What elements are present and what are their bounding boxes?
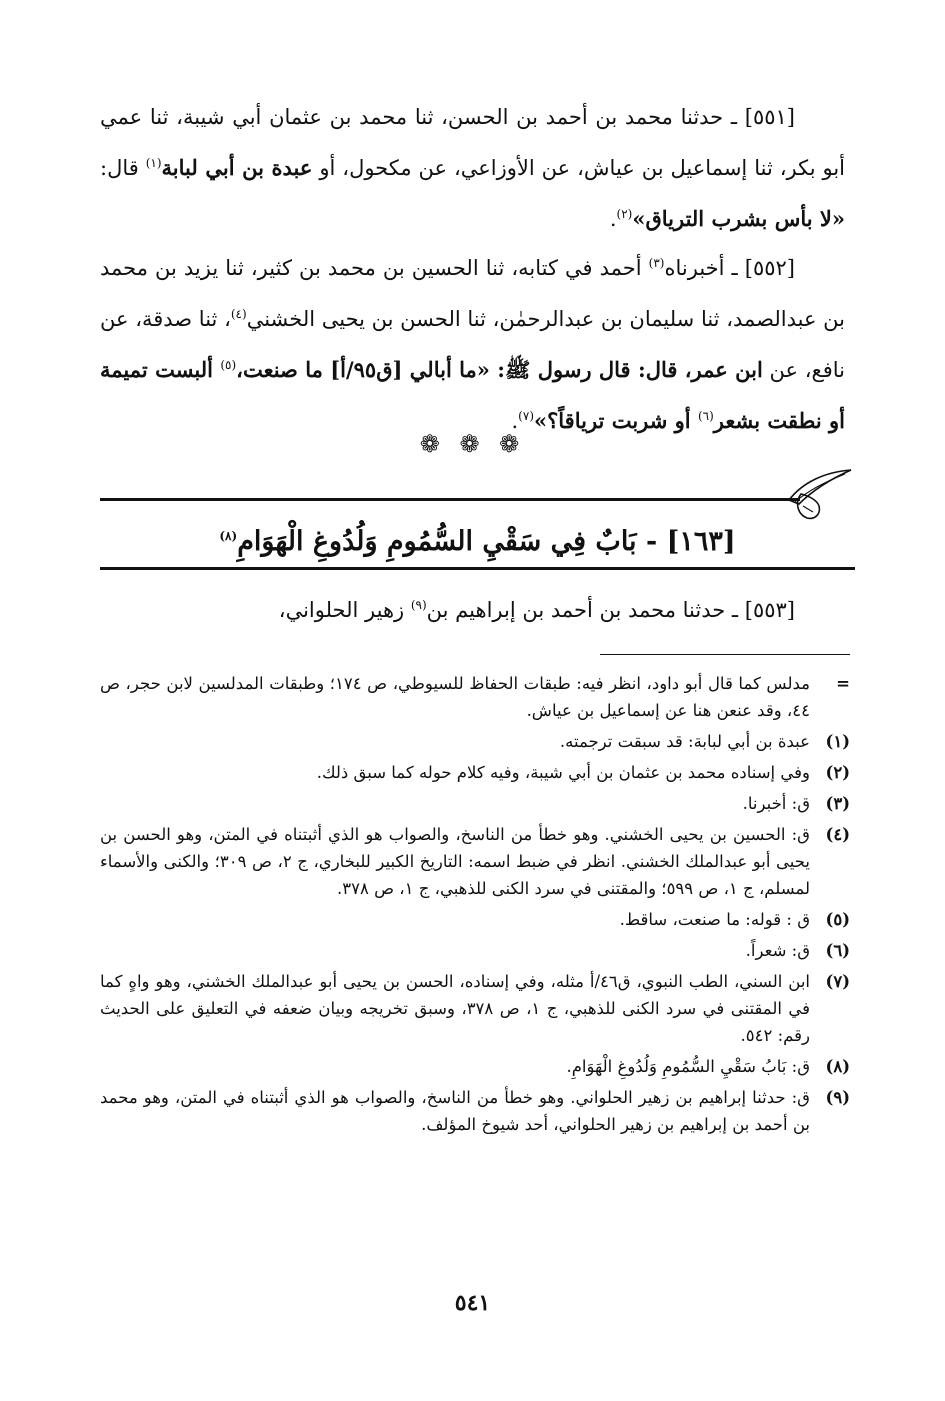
footnote-ref: (٦)	[697, 409, 714, 423]
footnote-ref: (٢)	[616, 207, 633, 221]
hadith-552-paragraph	[100, 240, 845, 444]
footnote-text: ق: الحسين بن يحيى الخشني. وهو خطأ من الناسخ، والصواب هو الذي أثبتناه في المتن، وهو الحسن بن يحيى أبو عبدالملك الخشني. انظر في ضبط اسمه: التاريخ الكبير للبخاري، ج ٢، ص ٣٠٩؛ والكنى والأسماء لمسلم، ج ١، ص ٥٩٩؛ والمقتنى في سرد الكنى للذهبي، ج ١، ص ٣٧٨.	[100, 825, 810, 898]
hadith-number: [٥٥٢]	[744, 256, 795, 280]
hadith-quote: أو شربت ترياقاً؟»	[534, 408, 698, 433]
hadith-551	[100, 94, 845, 242]
section-ornament: ❁ ❁ ❁	[419, 430, 526, 458]
footnote-number: (٤)	[825, 825, 850, 844]
hadith-551-paragraph	[100, 94, 845, 242]
footnote-number: (٥)	[825, 910, 850, 929]
hadith-text: زهير الحلواني،	[278, 598, 411, 622]
footnote	[100, 937, 850, 964]
hadith-text: ـ حدثنا محمد بن أحمد بن إبراهيم بن	[426, 598, 745, 622]
footnote-ref: (٥)	[220, 358, 237, 372]
hadith-quote: ابن عمر، قال: قال رسول ﷺ: «ما أبالي [ق٩٥/أ] ما صنعت،	[236, 357, 763, 382]
footnote-text: ق : قوله: ما صنعت، ساقط.	[619, 910, 810, 929]
footnote-text: عبدة بن أبي لبابة: قد سبقت ترجمته.	[559, 732, 810, 751]
chapter-heading	[100, 508, 855, 570]
footnote-number: (١)	[825, 732, 850, 751]
hadith-text: .	[609, 207, 617, 231]
hadith-text: قال:	[100, 156, 146, 180]
footnote-text: ابن السني، الطب النبوي، ق٤٦/أ مثله، وفي إسناده، الحسن بن يحيى أبو عبدالملك الخشني، وهو واهٍ كما في المقتنى في سرد الكنى للذهبي، ج ١، ص ٣٧٨، وسبق تخريجه وبيان ضعفه في التعليق على الحديث رقم: ٥٤٢.	[100, 972, 811, 1045]
hadith-553-paragraph	[100, 582, 845, 633]
footnote	[100, 906, 850, 933]
footnote	[100, 790, 850, 817]
footnote-divider	[600, 654, 850, 655]
footnote	[100, 728, 850, 755]
footnote-text: ق: أخبرنا.	[742, 794, 810, 813]
hadith-text: ـ أخبرناه	[664, 256, 745, 280]
footnote-text: ق: شعراً.	[745, 941, 810, 960]
footnote-text: ق: بَابُ سَقْيِ السُّمُومِ وَلُدُوغِ الْهَوَامِ.	[566, 1057, 810, 1076]
narrator-name: عبدة بن أبي لبابة	[161, 155, 313, 180]
footnote-ref: (٩)	[410, 598, 427, 612]
chapter-title: [١٦٣] - بَابٌ فِي سَقْيِ السُّمُومِ وَلُدُوغِ الْهَوَامِ	[237, 526, 736, 557]
footnote	[100, 759, 850, 786]
hadith-text: ، ثنا صدقة، عن نافع، عن	[100, 307, 845, 382]
footnotes	[100, 670, 850, 1142]
footnote-ref: (٧)	[518, 409, 534, 423]
footnote-number: (٧)	[825, 972, 850, 991]
heading-bottom-rule	[100, 567, 855, 570]
footnote	[100, 821, 850, 902]
footnote-number: (٩)	[825, 1088, 850, 1107]
footnote-number: (٨)	[825, 1057, 850, 1076]
hadith-number: [٥٥٣]	[744, 598, 795, 622]
hadith-text: أحمد في كتابه، ثنا الحسين بن محمد بن كثير، ثنا يزيد بن محمد بن عبدالصمد، ثنا سليمان بن عبدالرحمٰن، ثنا الحسن بن يحيى الخشني	[100, 256, 845, 331]
footnote-number: (٦)	[825, 941, 850, 960]
footnote-text: مدلس كما قال أبو داود، انظر فيه: طبقات الحفاظ للسيوطي، ص ١٧٤؛ وطبقات المدلسين لابن حجر، ص ٤٤، وقد عنعن هنا عن إسماعيل بن عياش.	[100, 674, 810, 720]
hadith-number: [٥٥١]	[744, 105, 795, 129]
footnote-number: (٢)	[825, 763, 850, 782]
footnote	[100, 670, 850, 724]
hadith-552	[100, 240, 845, 444]
hadith-553	[100, 582, 845, 633]
footnote-text: وفي إسناده محمد بن عثمان بن أبي شيبة، وفيه كلام حوله كما سبق ذلك.	[316, 763, 810, 782]
hadith-text: ـ حدثنا محمد بن أحمد بن الحسن، ثنا محمد بن عثمان أبي شيبة، ثنا عمي أبو بكر، ثنا إسماعيل بن عياش، عن الأوزاعي، عن مكحول، أو	[100, 105, 846, 180]
footnote-ref: (٨)	[219, 529, 238, 543]
heading-top-rule	[100, 498, 800, 501]
footnote-text: ق: حدثنا إبراهيم بن زهير الحلواني. وهو خطأ من الناسخ، والصواب هو الذي أثبتناه في المتن، وهو محمد بن أحمد بن إبراهيم بن زهير الحلواني، أحد شيوخ المؤلف.	[100, 1088, 810, 1134]
footnote-number: (٣)	[825, 794, 850, 813]
footnote	[100, 968, 850, 1049]
footnote-number: =	[836, 674, 850, 693]
hadith-text: .	[511, 409, 519, 433]
footnote-ref: (١)	[145, 156, 162, 170]
hadith-quote: ألبست تميمة أو نطقت بشعر	[100, 357, 845, 433]
footnote	[100, 1084, 850, 1138]
footnote-ref: (٣)	[648, 256, 665, 270]
hadith-quote: «لا بأس بشرب الترياق»	[632, 206, 845, 231]
page-number: ٥٤١	[454, 1290, 491, 1316]
footnote	[100, 1053, 850, 1080]
footnote-ref: (٤)	[230, 307, 247, 321]
